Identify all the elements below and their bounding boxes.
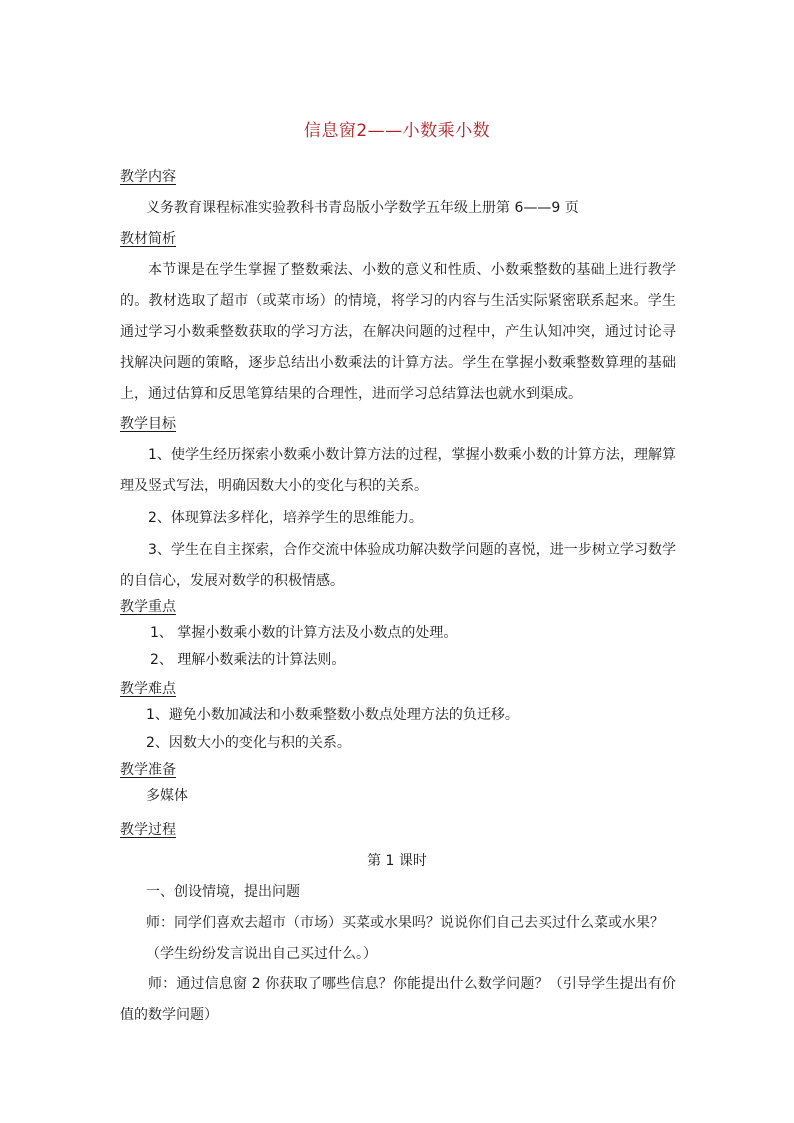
goal-item-2: 2、体现算法多样化，培养学生的思维能力。 [148, 510, 423, 526]
section-heading-content: 教学内容 [120, 169, 176, 185]
difficulty-2: 2、因数大小的变化与积的关系。 [146, 735, 351, 751]
analysis-paragraph: 本节课是在学生掌握了整数乘法、小数的意义和性质、小数乘整数的基础上进行教学的。教材选取了超市（或菜市场）的情境，将学习的内容与生活实际紧密联系起来。学生通过学习小数乘整数获取的学习方法，在解决问题的过程中，产生认知冲突，通过讨论寻找解决问题的策略，逐步总结出小数乘法的计算方法。学生在掌握小数乘整数算理的基础上，通过估算和反思笔算结果的合理性，进而学习总结算法也就水到渠成。 [120, 262, 676, 402]
section-heading-analysis: 教材简析 [120, 231, 176, 247]
section-heading-process: 教学过程 [120, 822, 176, 838]
section-heading-preparation: 教学准备 [120, 762, 176, 778]
process-step-1: 一、创设情境，提出问题 [146, 884, 300, 900]
difficulty-1: 1、避免小数加减法和小数乘整数小数点处理方法的负迁移。 [146, 707, 519, 723]
section-heading-key-points: 教学重点 [120, 599, 176, 615]
preparation-text: 多媒体 [146, 788, 188, 804]
student-line-1: （学生纷纷发言说出自己买过什么。） [146, 946, 377, 962]
section-heading-goals: 教学目标 [120, 416, 176, 432]
key-point-1: 1、 掌握小数乘小数的计算方法及小数点的处理。 [150, 625, 458, 641]
content-text: 义务教育课程标准实验教科书青岛版小学数学五年级上册第 6——9 页 [146, 200, 579, 216]
goal-item-3: 3、学生在自主探索，合作交流中体验成功解决数学问题的喜悦，进一步树立学习数学的自信心，发展对数学的积极情感。 [120, 542, 676, 589]
document-title: 信息窗2——小数乘小数 [303, 121, 491, 141]
teacher-line-1: 师：同学们喜欢去超市（市场）买菜或水果吗？说说你们自己去买过什么菜或水果？ [146, 915, 664, 931]
teacher-line-2: 师：通过信息窗 2 你获取了哪些信息？你能提出什么数学问题？（引导学生提出有价值的数学问题） [120, 976, 676, 1023]
goal-item-1: 1、使学生经历探索小数乘小数计算方法的过程，掌握小数乘小数的计算方法，理解算理及竖式写法，明确因数大小的变化与积的关系。 [120, 447, 676, 494]
key-point-2: 2、 理解小数乘法的计算法则。 [150, 652, 346, 668]
section-heading-difficulties: 教学难点 [120, 681, 176, 697]
lesson-label: 第 1 课时 [367, 853, 427, 869]
